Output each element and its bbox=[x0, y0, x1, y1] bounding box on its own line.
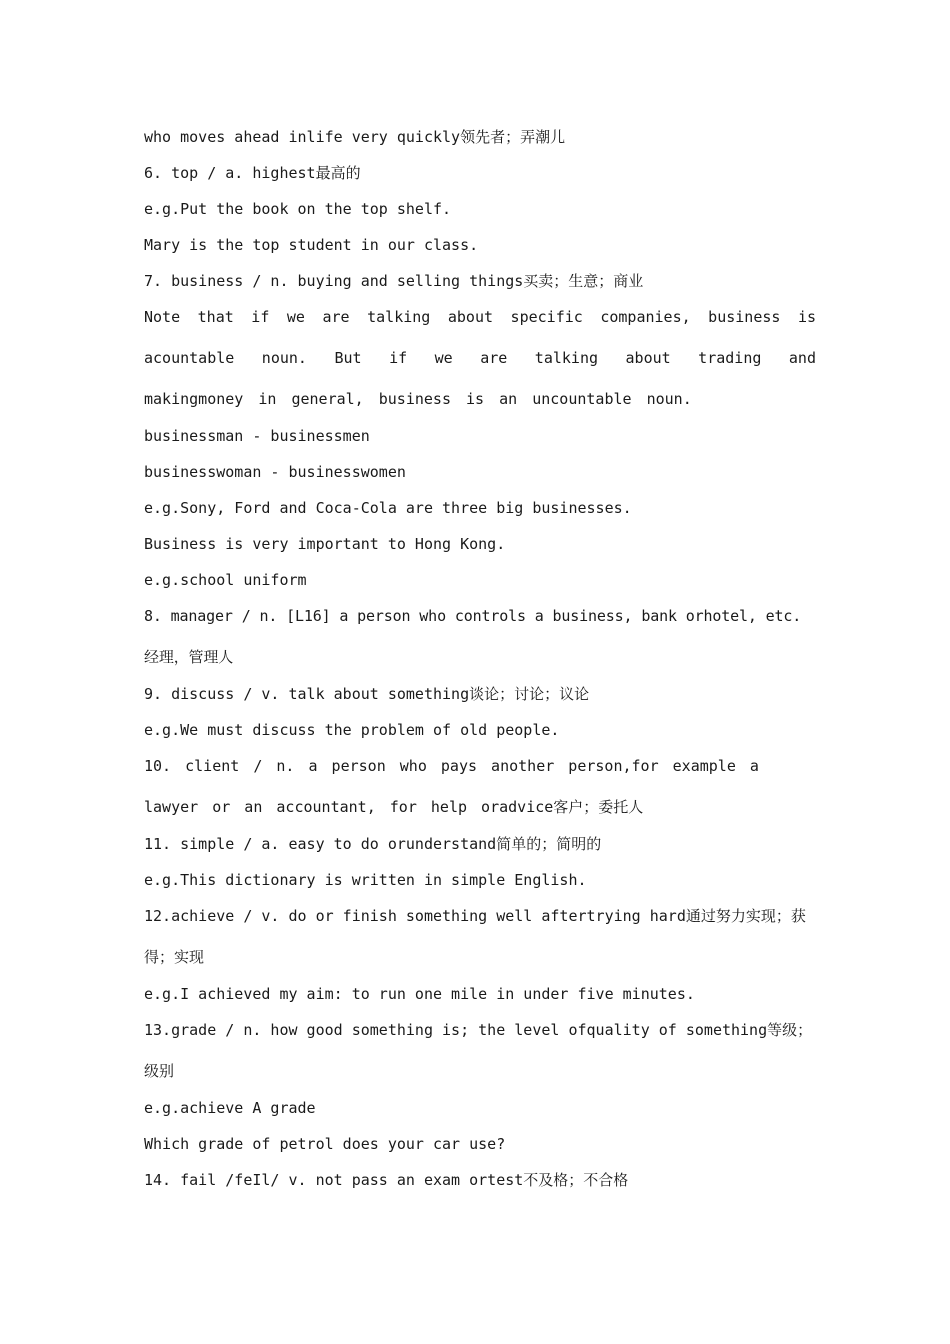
example-sentence: e.g.Put the book on the top shelf. bbox=[144, 200, 452, 218]
example-sentence: Mary is the top student in our class. bbox=[144, 236, 479, 254]
vocab-entry-grade: 13.grade / n. how good something is; the level ofquality of something等级；级别 bbox=[144, 1021, 813, 1080]
example-sentence: Business is very important to Hong Kong. bbox=[144, 535, 506, 553]
example-sentence: e.g.school uniform bbox=[144, 571, 307, 589]
vocab-entry-discuss: 9. discuss / v. talk about something谈论；讨论；议论 bbox=[144, 685, 590, 703]
vocab-entry-achieve: 12.achieve / v. do or finish something well aftertrying hard通过努力实现；获得；实现 bbox=[144, 907, 806, 966]
example-sentence: e.g.achieve A grade bbox=[144, 1099, 316, 1117]
vocab-entry-top: 6. top / a. highest最高的 bbox=[144, 164, 361, 182]
example-sentence: e.g.This dictionary is written in simple English. bbox=[144, 871, 587, 889]
vocab-entry-fail: 14. fail /feIl/ v. not pass an exam ortest不及格；不合格 bbox=[144, 1171, 629, 1189]
vocab-entry-manager: 8. manager / n. [L16] a person who controls a business, bank orhotel, etc.经理，管理人 bbox=[144, 607, 802, 666]
example-sentence: e.g.We must discuss the problem of old people. bbox=[144, 721, 560, 739]
text-line: who moves ahead inlife very quickly领先者；弄潮儿 bbox=[144, 128, 566, 146]
vocab-entry-simple: 11. simple / a. easy to do orunderstand简单的；简明的 bbox=[144, 835, 602, 853]
vocabulary-notes bbox=[144, 126, 816, 1205]
vocab-entry-client: 10. client / n. a person who pays another person,for example a lawyer or an accountant, for help oradvice客户；委托人 bbox=[144, 757, 759, 816]
example-sentence: Which grade of petrol does your car use? bbox=[144, 1135, 506, 1153]
word-form: businessman - businessmen bbox=[144, 427, 370, 445]
example-sentence: e.g.Sony, Ford and Coca-Cola are three big businesses. bbox=[144, 499, 632, 517]
word-form: businesswoman - businesswomen bbox=[144, 463, 406, 481]
vocab-entry-business: 7. business / n. buying and selling things买卖；生意；商业 bbox=[144, 272, 644, 290]
example-sentence: e.g.I achieved my aim: to run one mile in under five minutes. bbox=[144, 985, 695, 1003]
usage-note: Note that if we are talking about specific companies, business is acountable noun. But if we are talking about trading and makingmoney in general, business is an uncountable noun. bbox=[144, 308, 816, 408]
